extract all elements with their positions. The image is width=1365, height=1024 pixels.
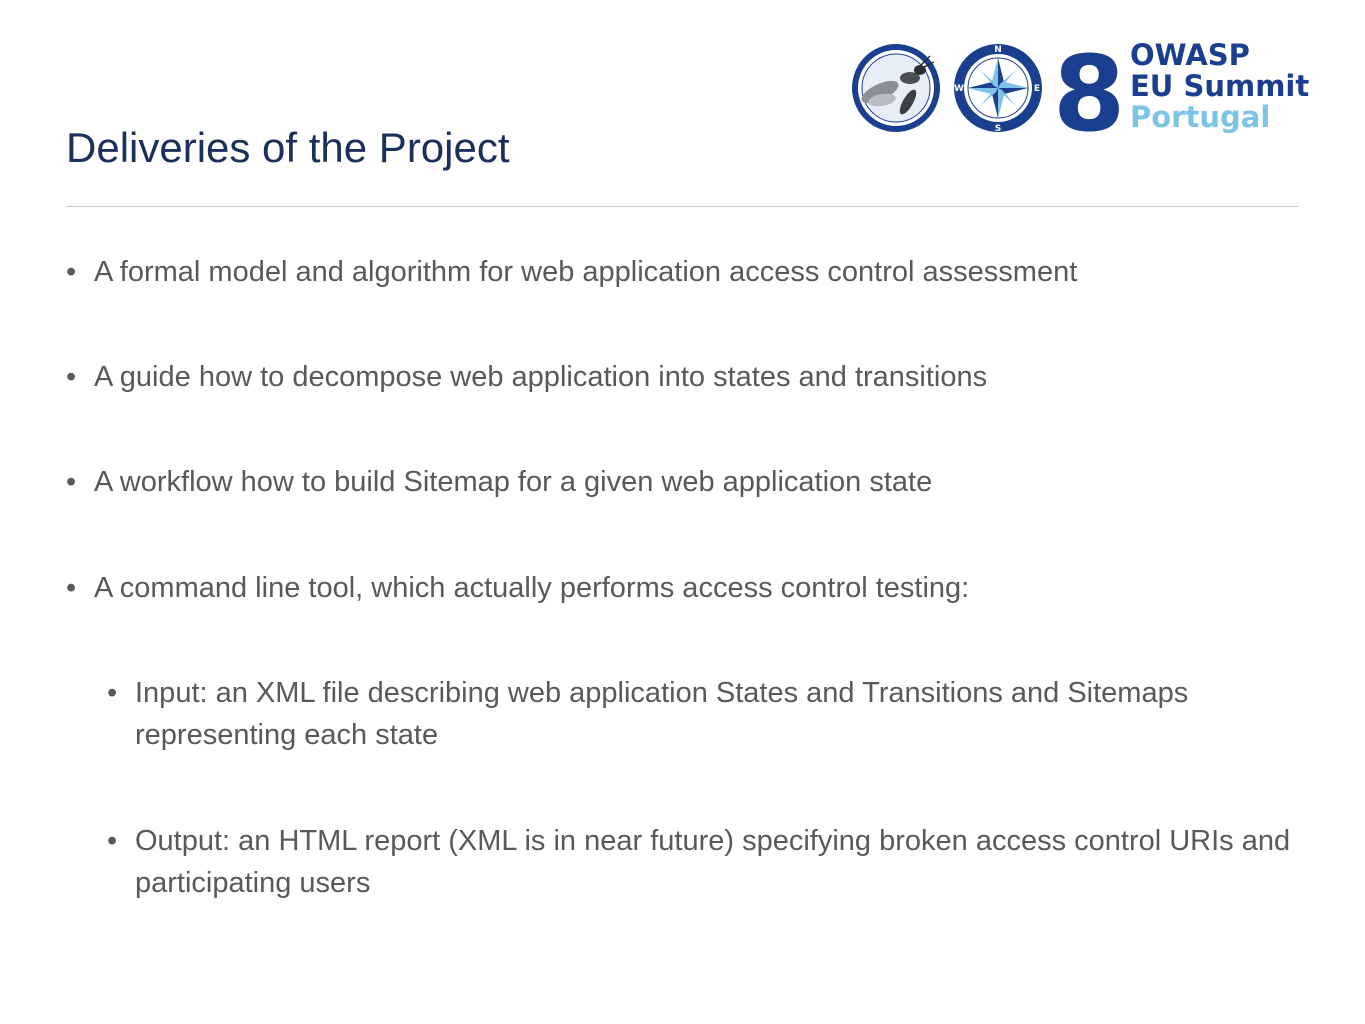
logo-line-portugal: Portugal <box>1130 100 1271 134</box>
logo-wordmark <box>1130 40 1309 133</box>
compass-icon <box>954 44 1042 134</box>
logo-line-owasp: OWASP <box>1130 38 1250 72</box>
bullet-item: • A formal model and algorithm for web application access control assessment <box>66 251 1306 293</box>
logo-line-eu-summit: EU Summit <box>1130 69 1310 103</box>
slide-title: Deliveries of the Project <box>66 124 510 171</box>
sub-bullet-item: • Input: an XML file describing web application States and Transitions and Sitemaps representing each state <box>107 672 1307 756</box>
sub-bullet-item: • Output: an HTML report (XML is in near future) specifying broken access control URIs and participating users <box>107 820 1307 904</box>
logo-emblems <box>850 40 1130 140</box>
compass-letter-w: W <box>954 84 964 94</box>
title-divider <box>66 206 1298 207</box>
compass-letter-n: N <box>994 45 1002 55</box>
bullet-item: • A workflow how to build Sitemap for a given web application state <box>66 461 1306 503</box>
bullet-item: • A guide how to decompose web application into states and transitions <box>66 356 1306 398</box>
logo-number: 8 <box>1053 40 1126 140</box>
compass-letter-e: E <box>1033 84 1041 94</box>
compass-letter-s: S <box>994 124 1002 134</box>
owasp-wasp-icon <box>852 44 940 132</box>
owasp-eu-summit-logo <box>850 40 1310 140</box>
bullet-item: • A command line tool, which actually performs access control testing: <box>66 567 1306 609</box>
